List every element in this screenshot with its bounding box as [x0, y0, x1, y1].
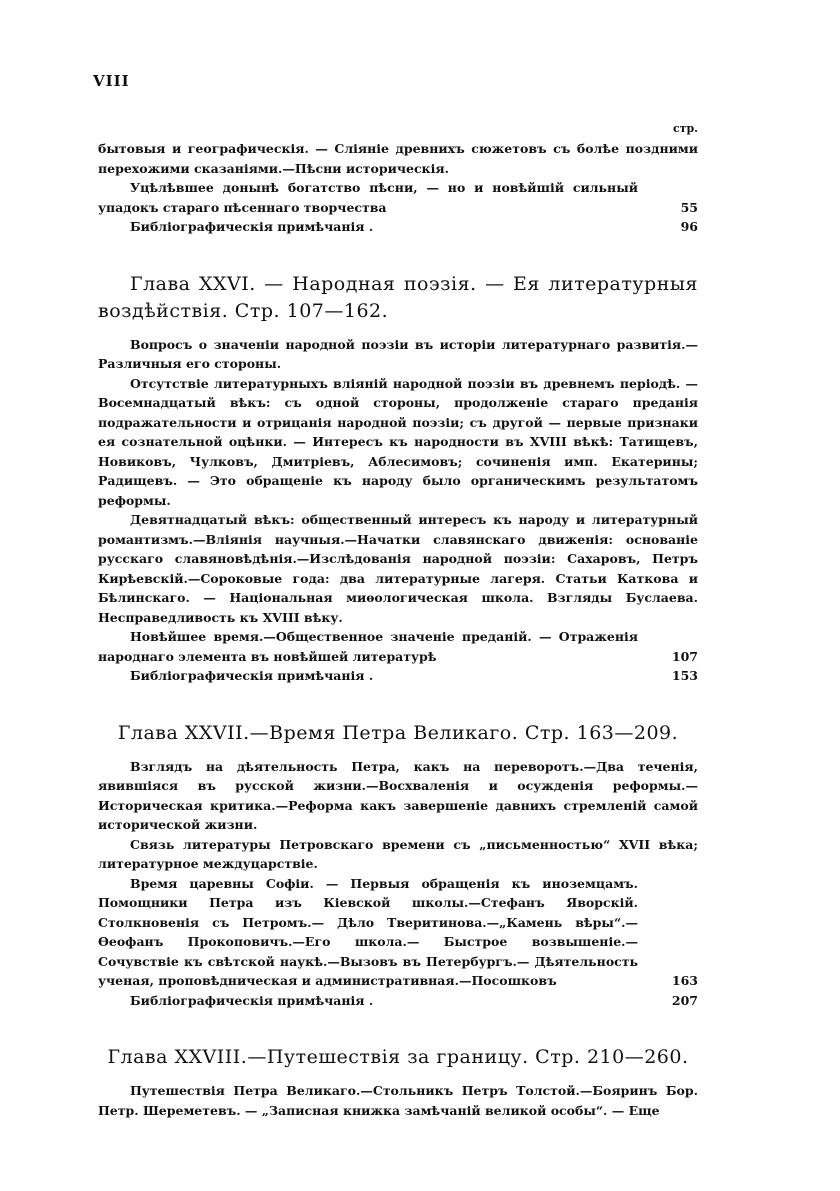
- intro-biblio-row: [98, 217, 698, 237]
- intro-paragraph-2-page: 55: [680, 199, 698, 215]
- chapter-26-biblio-page: 153: [671, 668, 698, 683]
- chapter-27-biblio-page: 207: [671, 992, 698, 1008]
- chapter-27-biblio-row: [98, 991, 698, 1011]
- chapter-27: [98, 720, 698, 1011]
- page-column-label: стр.: [672, 122, 698, 135]
- chapter-26-title: Глава XXVI. — Народная поэзія. — Ея литературныя воздѣйствія. Стр. 107—162.: [98, 272, 698, 322]
- chapter-26-biblio-label: Библіографическія примѣчанія .: [130, 668, 374, 683]
- chapter-26: [98, 271, 698, 686]
- toc-content: [98, 122, 698, 1120]
- intro-paragraph-2: Уцѣлѣвшее донынѣ богатство пѣсни, — но и новѣйшій сильный упадокъ стараго пѣсеннаго творчества: [98, 180, 638, 215]
- chapter-28: [98, 1044, 698, 1120]
- chapter-27-paragraph-2: Связь литературы Петровскаго времени съ „письменностью“ XVII вѣка; литературное междуцарствіе.: [98, 836, 698, 871]
- chapter-26-paragraph-4: Новѣйшее время.—Общественное значеніе преданій. — Отраженія народнаго элемента въ новѣйшей литературѣ: [98, 629, 638, 664]
- chapter-26-paragraph-4-page: 107: [671, 648, 698, 664]
- chapter-27-paragraph-3-row: [98, 874, 698, 991]
- chapter-27-paragraph-1: Взглядъ на дѣятельность Петра, какъ на переворотъ.—Два теченія, явившіяся въ русской жизни.—Восхваленія и осужденія реформы.—Историческая критика.—Реформа какъ завершеніе давнихъ стремленій самой исторической жизни.: [98, 758, 698, 832]
- chapter-26-paragraph-4-row: [98, 627, 698, 666]
- page-number: VIII: [93, 72, 130, 90]
- chapter-28-paragraph-1: Путешествія Петра Великаго.—Стольникъ Петръ Толстой.—Бояринъ Бор. Петр. Шереметевъ. — „Записная книжка замѣчаній великой особы“. — Еще: [98, 1083, 698, 1118]
- chapter-27-title: Глава XXVII.—Время Петра Великаго. Стр. 163—209.: [117, 721, 679, 744]
- chapter-26-biblio-row: [98, 666, 698, 686]
- intro-biblio-label: Библіографическія примѣчанія .: [130, 219, 374, 234]
- chapter-26-paragraph-1: Вопросъ о значеніи народной поэзіи въ исторіи литературнаго развитія.— Различныя его стороны.: [98, 336, 698, 371]
- chapter-27-paragraph-3: Время царевны Софіи. — Первыя обращенія къ иноземцамъ. Помощники Петра изъ Кіевской школы.—Стефанъ Яворскій. Столкновенія съ Петромъ.— Дѣло Тверитинова.—„Камень вѣры“.—Ѳеофанъ Прокоповичъ.—Его школа.— Быстрое возвышеніе.—Сочувствіе къ свѣтской наукѣ.—Вызовъ въ Петербургъ.— Дѣятельность ученая, проповѣдническая и административная.—Посошковъ: [98, 875, 638, 988]
- intro-paragraph-2-row: [98, 178, 698, 217]
- intro-biblio-page: 96: [680, 219, 698, 234]
- chapter-28-title: Глава XXVIII.—Путешествія за границу. Стр. 210—260.: [107, 1046, 689, 1068]
- chapter-26-paragraph-2: Отсутствіе литературныхъ вліяній народной поэзіи въ древнемъ періодѣ. — Восемнадцатый вѣкъ: съ одной стороны, продолженіе стараго преданія подражательности и отрицанія народной поэзіи; съ другой — первые признаки ея сознательной оцѣнки. — Интересъ къ народности въ XVIII вѣкѣ: Татищевъ, Новиковъ, Чулковъ, Дмитріевъ, Аблесимовъ; сочиненія имп. Екатерины; Радищевъ. — Это обращеніе къ народу было органическимъ результатомъ реформы.: [98, 375, 698, 508]
- chapter-27-paragraph-3-page: 163: [671, 973, 698, 988]
- chapter-26-paragraph-3: Девятнадцатый вѣкъ: общественный интересъ къ народу и литературный романтизмъ.—Вліянія научныя.—Начатки славянскаго движенія: основаніе русскаго славяновѣдѣнія.—Изслѣдованія народной поэзіи: Сахаровъ, Петръ Кирѣевскій.—Сороковые года: два литературные лагеря. Статьи Каткова и Бѣлинскаго. — Національная миѳологическая школа. Взгляды Буслаева. Несправедливость къ XVIII вѣку.: [98, 512, 698, 625]
- intro-paragraph-1: бытовыя и географическія. — Сліяніе древнихъ сюжетовъ съ болѣе поздними перехожими сказаніями.—Пѣсни историческія.: [98, 141, 698, 176]
- intro-section: [98, 139, 698, 237]
- chapter-27-biblio-label: Библіографическія примѣчанія .: [130, 992, 374, 1008]
